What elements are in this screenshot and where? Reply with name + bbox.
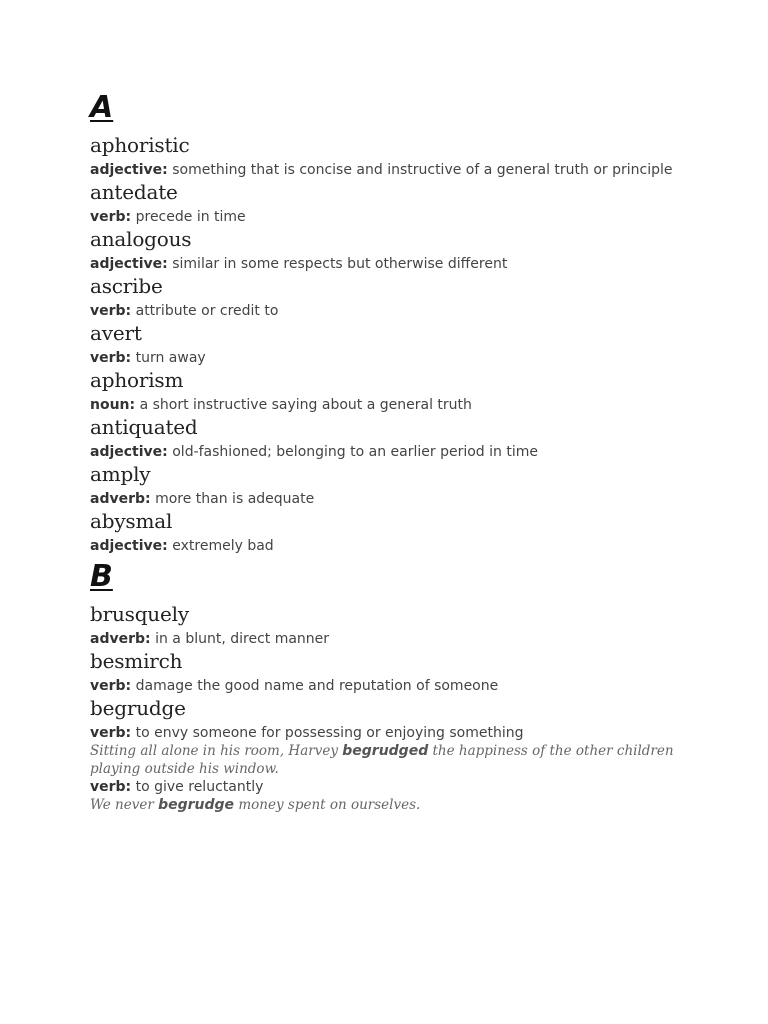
definition-text: extremely bad <box>172 538 274 554</box>
part-of-speech: adjective: <box>90 256 168 272</box>
entry-word: besmirch <box>90 649 183 673</box>
entry-word: begrudge <box>90 696 186 720</box>
part-of-speech: verb: <box>90 303 132 319</box>
example-highlight: begrudge <box>158 797 235 813</box>
entry-word: avert <box>90 321 142 345</box>
entry-begrudge <box>90 695 710 814</box>
example-text: Sitting all alone in his room, Harvey <box>90 743 343 759</box>
entry-amply <box>90 461 710 508</box>
part-of-speech: adverb: <box>90 491 151 507</box>
entry-word: antedate <box>90 180 178 204</box>
part-of-speech: verb: <box>90 779 132 795</box>
entry-avert <box>90 320 710 367</box>
definition-text: attribute or credit to <box>135 303 279 319</box>
definition-text: in a blunt, direct manner <box>155 631 330 647</box>
part-of-speech: adjective: <box>90 444 168 460</box>
section-letter: B <box>90 559 113 594</box>
entry-definition <box>90 161 710 179</box>
example-text: We never <box>90 797 159 813</box>
entry-analogous <box>90 226 710 273</box>
part-of-speech: adverb: <box>90 631 151 647</box>
section-b <box>90 559 710 814</box>
definition-text: precede in time <box>135 209 246 225</box>
entry-ascribe <box>90 273 710 320</box>
entry-definition <box>90 208 710 226</box>
definition-text: damage the good name and reputation of someone <box>135 678 499 694</box>
definition-text: turn away <box>135 350 206 366</box>
section-letter: A <box>90 90 114 125</box>
definition-text: to give reluctantly <box>135 779 264 795</box>
example-highlight: begrudged <box>342 743 429 759</box>
definition-text: old-fashioned; belonging to an earlier period in time <box>172 444 538 460</box>
usage-example <box>90 742 710 778</box>
entry-definition <box>90 443 710 461</box>
definition-text: something that is concise and instructive of a general truth or principle <box>172 162 673 178</box>
entry-definition <box>90 724 710 742</box>
entry-word: analogous <box>90 227 192 251</box>
usage-example <box>90 796 710 814</box>
part-of-speech: verb: <box>90 678 132 694</box>
entry-definition <box>90 778 710 796</box>
entry-word: abysmal <box>90 509 173 533</box>
entry-definition <box>90 630 710 648</box>
entry-word: aphorism <box>90 368 184 392</box>
entry-definition <box>90 255 710 273</box>
section-a <box>90 90 710 555</box>
entry-abysmal <box>90 508 710 555</box>
part-of-speech: noun: <box>90 397 136 413</box>
definition-text: to envy someone for possessing or enjoying something <box>135 725 524 741</box>
definition-text: more than is adequate <box>155 491 315 507</box>
entry-definition <box>90 302 710 320</box>
part-of-speech: adjective: <box>90 162 168 178</box>
entry-word: brusquely <box>90 602 189 626</box>
example-text: money spent on ourselves. <box>234 797 421 813</box>
entry-antiquated <box>90 414 710 461</box>
entry-besmirch <box>90 648 710 695</box>
part-of-speech: verb: <box>90 350 132 366</box>
entry-word: antiquated <box>90 415 198 439</box>
entry-antedate <box>90 179 710 226</box>
part-of-speech: adjective: <box>90 538 168 554</box>
entry-definition <box>90 396 710 414</box>
entry-definition <box>90 677 710 695</box>
part-of-speech: verb: <box>90 725 132 741</box>
entry-aphoristic <box>90 132 710 179</box>
example-text: the happiness of the other children playing outside his window. <box>90 743 674 777</box>
entry-word: aphoristic <box>90 133 190 157</box>
entry-definition <box>90 349 710 367</box>
entry-brusquely <box>90 601 710 648</box>
entry-word: ascribe <box>90 274 163 298</box>
entry-aphorism <box>90 367 710 414</box>
definition-text: a short instructive saying about a general truth <box>139 397 472 413</box>
entry-definition <box>90 537 710 555</box>
part-of-speech: verb: <box>90 209 132 225</box>
definition-text: similar in some respects but otherwise different <box>172 256 508 272</box>
entry-definition <box>90 490 710 508</box>
glossary <box>90 90 710 814</box>
entry-word: amply <box>90 462 151 486</box>
